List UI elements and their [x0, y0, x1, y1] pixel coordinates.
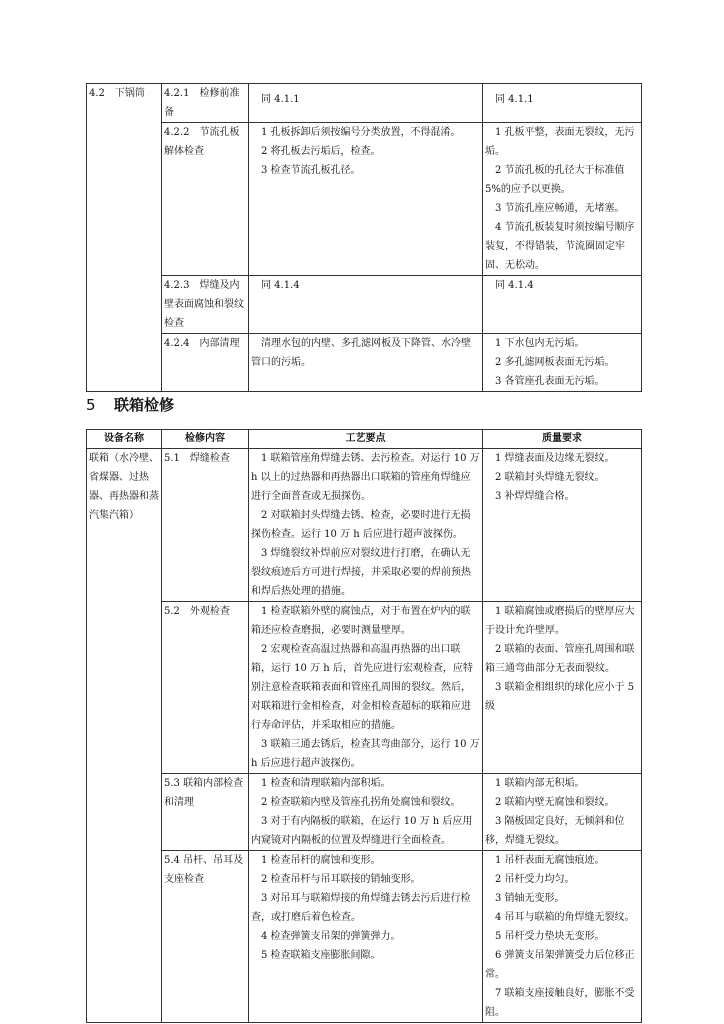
- item-cell: 4.2.1 检修前准备: [162, 84, 249, 123]
- process-line: 2 检查吊杆与吊耳联接的销轴变形。: [261, 874, 421, 885]
- table-row: [87, 84, 642, 123]
- quality-line: 2 联箱的表面、管座孔周围和联箱三通弯曲部分无表面裂纹。: [485, 644, 635, 674]
- process-cell: [249, 84, 483, 123]
- table-row: [87, 774, 642, 851]
- section-5-heading: [86, 394, 174, 415]
- quality-line: 3 节流孔座应畅通，无堵塞。: [495, 203, 625, 214]
- process-cell: [249, 602, 483, 774]
- quality-line: 1 联箱腐蚀或磨损后的壁厚应大于设计允许壁厚。: [485, 606, 635, 636]
- process-line: 2 将孔板去污垢后，检查。: [261, 146, 381, 157]
- quality-line: 5 吊杆受力垫块无变形。: [495, 931, 605, 942]
- process-line: 1 检查联箱外壁的腐蚀点，对于布置在炉内的联箱还应检查磨损，必要时测量壁厚。: [251, 606, 471, 636]
- process-cell: [249, 851, 483, 1023]
- process-cell: [249, 276, 483, 334]
- item-cell: 4.2.3 焊缝及内壁表面腐蚀和裂纹检查: [162, 276, 249, 334]
- quality-cell: [483, 851, 642, 1023]
- header-equipment: 设备名称: [87, 430, 162, 449]
- item-cell: 4.2.2 节流孔板解体检查: [162, 123, 249, 276]
- process-line: 1 检查吊杆的腐蚀和变形。: [261, 855, 381, 866]
- item-cell: 5.3 联箱内部检查和清理: [162, 774, 249, 851]
- quality-line: 1 孔板平整，表面无裂纹，无污垢。: [485, 127, 635, 157]
- quality-cell: [483, 276, 642, 334]
- process-line: 1 孔板拆卸后须按编号分类放置，不得混淆。: [261, 127, 461, 138]
- quality-line: 3 联箱金相组织的球化应小于 5 级: [485, 682, 635, 712]
- quality-line: 6 弹簧支吊架弹簧受力后位移正常。: [485, 950, 635, 980]
- table-header-row: [87, 430, 642, 449]
- process-line: 1 联箱管座角焊缝去锈、去污检查。对运行 10 万 h 以上的过热器和再热器出口联箱的管座角焊缝应进行全面普查或无损探伤。: [251, 453, 480, 502]
- section-title: 联箱检修: [114, 396, 175, 414]
- quality-line: 3 补焊焊缝合格。: [495, 491, 575, 502]
- process-cell: [249, 774, 483, 851]
- process-line: 4 检查弹簧支吊架的弹簧弹力。: [261, 931, 401, 942]
- process-cell: [249, 334, 483, 392]
- process-line: 2 对联箱封头焊缝去锈、检查，必要时进行无损探伤检查。运行 10 万 h 后应进行超声波探伤。: [251, 510, 471, 540]
- quality-line: 4 节流孔板装复时须按编号顺序装复，不得错装，节流圈固定牢固、无松动。: [485, 222, 635, 271]
- category-cell: 4.2 下锅筒: [87, 84, 162, 392]
- table-row: [87, 449, 642, 602]
- quality-line: 3 销轴无变形。: [495, 893, 565, 904]
- process-line: 3 焊缝裂纹补焊前应对裂纹进行打磨，在确认无裂纹痕迹后方可进行焊接，并采取必要的焊前预热和焊后热处理的措施。: [251, 548, 471, 597]
- quality-line: 4 吊耳与联箱的角焊缝无裂纹。: [495, 912, 635, 923]
- process-line: 2 检查联箱内壁及管座孔拐角处腐蚀和裂纹。: [261, 797, 461, 808]
- quality-cell: [483, 334, 642, 392]
- quality-line: 3 各管座孔表面无污垢。: [495, 376, 605, 387]
- table-row: [87, 334, 642, 392]
- quality-line: 同 4.1.4: [495, 280, 534, 291]
- quality-line: 1 焊缝表面及边缘无裂纹。: [495, 453, 615, 464]
- quality-line: 1 吊杆表面无腐蚀痕迹。: [495, 855, 605, 866]
- header-process: 工艺要点: [249, 430, 483, 449]
- quality-cell: [483, 84, 642, 123]
- quality-line: 同 4.1.1: [495, 94, 534, 105]
- quality-line: 3 隔板固定良好，无倾斜和位移，焊缝无裂纹。: [485, 816, 625, 846]
- equipment-cell: 联箱（水冷壁、省煤器、过热器、再热器和蒸汽集汽箱）: [87, 449, 162, 1023]
- process-line: 1 检查和清理联箱内部积垢。: [261, 778, 391, 789]
- table-row: [87, 276, 642, 334]
- process-cell: [249, 449, 483, 602]
- quality-line: 2 联箱封头焊缝无裂纹。: [495, 472, 605, 483]
- item-cell: 5.1 焊缝检查: [162, 449, 249, 602]
- table-row: [87, 123, 642, 276]
- process-line: 清理水包的内壁、多孔滤网板及下降管、水冷壁管口的污垢。: [251, 338, 471, 368]
- section-5-table: [86, 429, 642, 1023]
- quality-line: 7 联箱支座接触良好，膨胀不受阻。: [485, 988, 635, 1018]
- quality-cell: [483, 602, 642, 774]
- process-line: 同 4.1.4: [261, 280, 300, 291]
- section-4-2-table: [86, 83, 642, 392]
- quality-cell: [483, 774, 642, 851]
- quality-line: 1 下水包内无污垢。: [495, 338, 585, 349]
- quality-cell: [483, 123, 642, 276]
- quality-line: 2 节流孔板的孔径大于标准值5%的应予以更换。: [485, 165, 625, 195]
- process-cell: [249, 123, 483, 276]
- quality-line: 2 多孔滤网板表面无污垢。: [495, 357, 615, 368]
- section-number: 5: [86, 396, 96, 414]
- table-row: [87, 851, 642, 1023]
- process-line: 2 宏观检查高温过热器和高温再热器的出口联箱，运行 10 万 h 后，首先应进行宏观检查，应特别注意检查联箱表面和管座孔周围的裂纹。然后，对联箱进行金相检查，对金相检查超标的联箱应进行寿命评估，并采取相应的措施。: [251, 644, 473, 731]
- process-line: 3 对于有内隔板的联箱，在运行 10 万 h 后应用内窥镜对内隔板的位置及焊缝进行全面检查。: [251, 816, 473, 846]
- process-line: 3 检查节流孔板孔径。: [261, 165, 361, 176]
- table-row: [87, 602, 642, 774]
- item-cell: 4.2.4 内部清理: [162, 334, 249, 392]
- process-line: 同 4.1.1: [261, 94, 300, 105]
- quality-line: 2 吊杆受力均匀。: [495, 874, 575, 885]
- item-cell: 5.2 外观检查: [162, 602, 249, 774]
- quality-line: 1 联箱内部无积垢。: [495, 778, 585, 789]
- quality-line: 2 联箱内壁无腐蚀和裂纹。: [495, 797, 615, 808]
- process-line: 3 联箱三通去锈后，检查其弯曲部分，运行 10 万 h 后应进行超声波探伤。: [251, 739, 480, 769]
- process-line: 3 对吊耳与联箱焊接的角焊缝去锈去污后进行检查，或打磨后着色检查。: [251, 893, 471, 923]
- process-line: 5 检查联箱支座膨胀间隙。: [261, 950, 381, 961]
- header-quality: 质量要求: [483, 430, 642, 449]
- header-content: 检修内容: [162, 430, 249, 449]
- quality-cell: [483, 449, 642, 602]
- item-cell: 5.4 吊杆、吊耳及支座检查: [162, 851, 249, 1023]
